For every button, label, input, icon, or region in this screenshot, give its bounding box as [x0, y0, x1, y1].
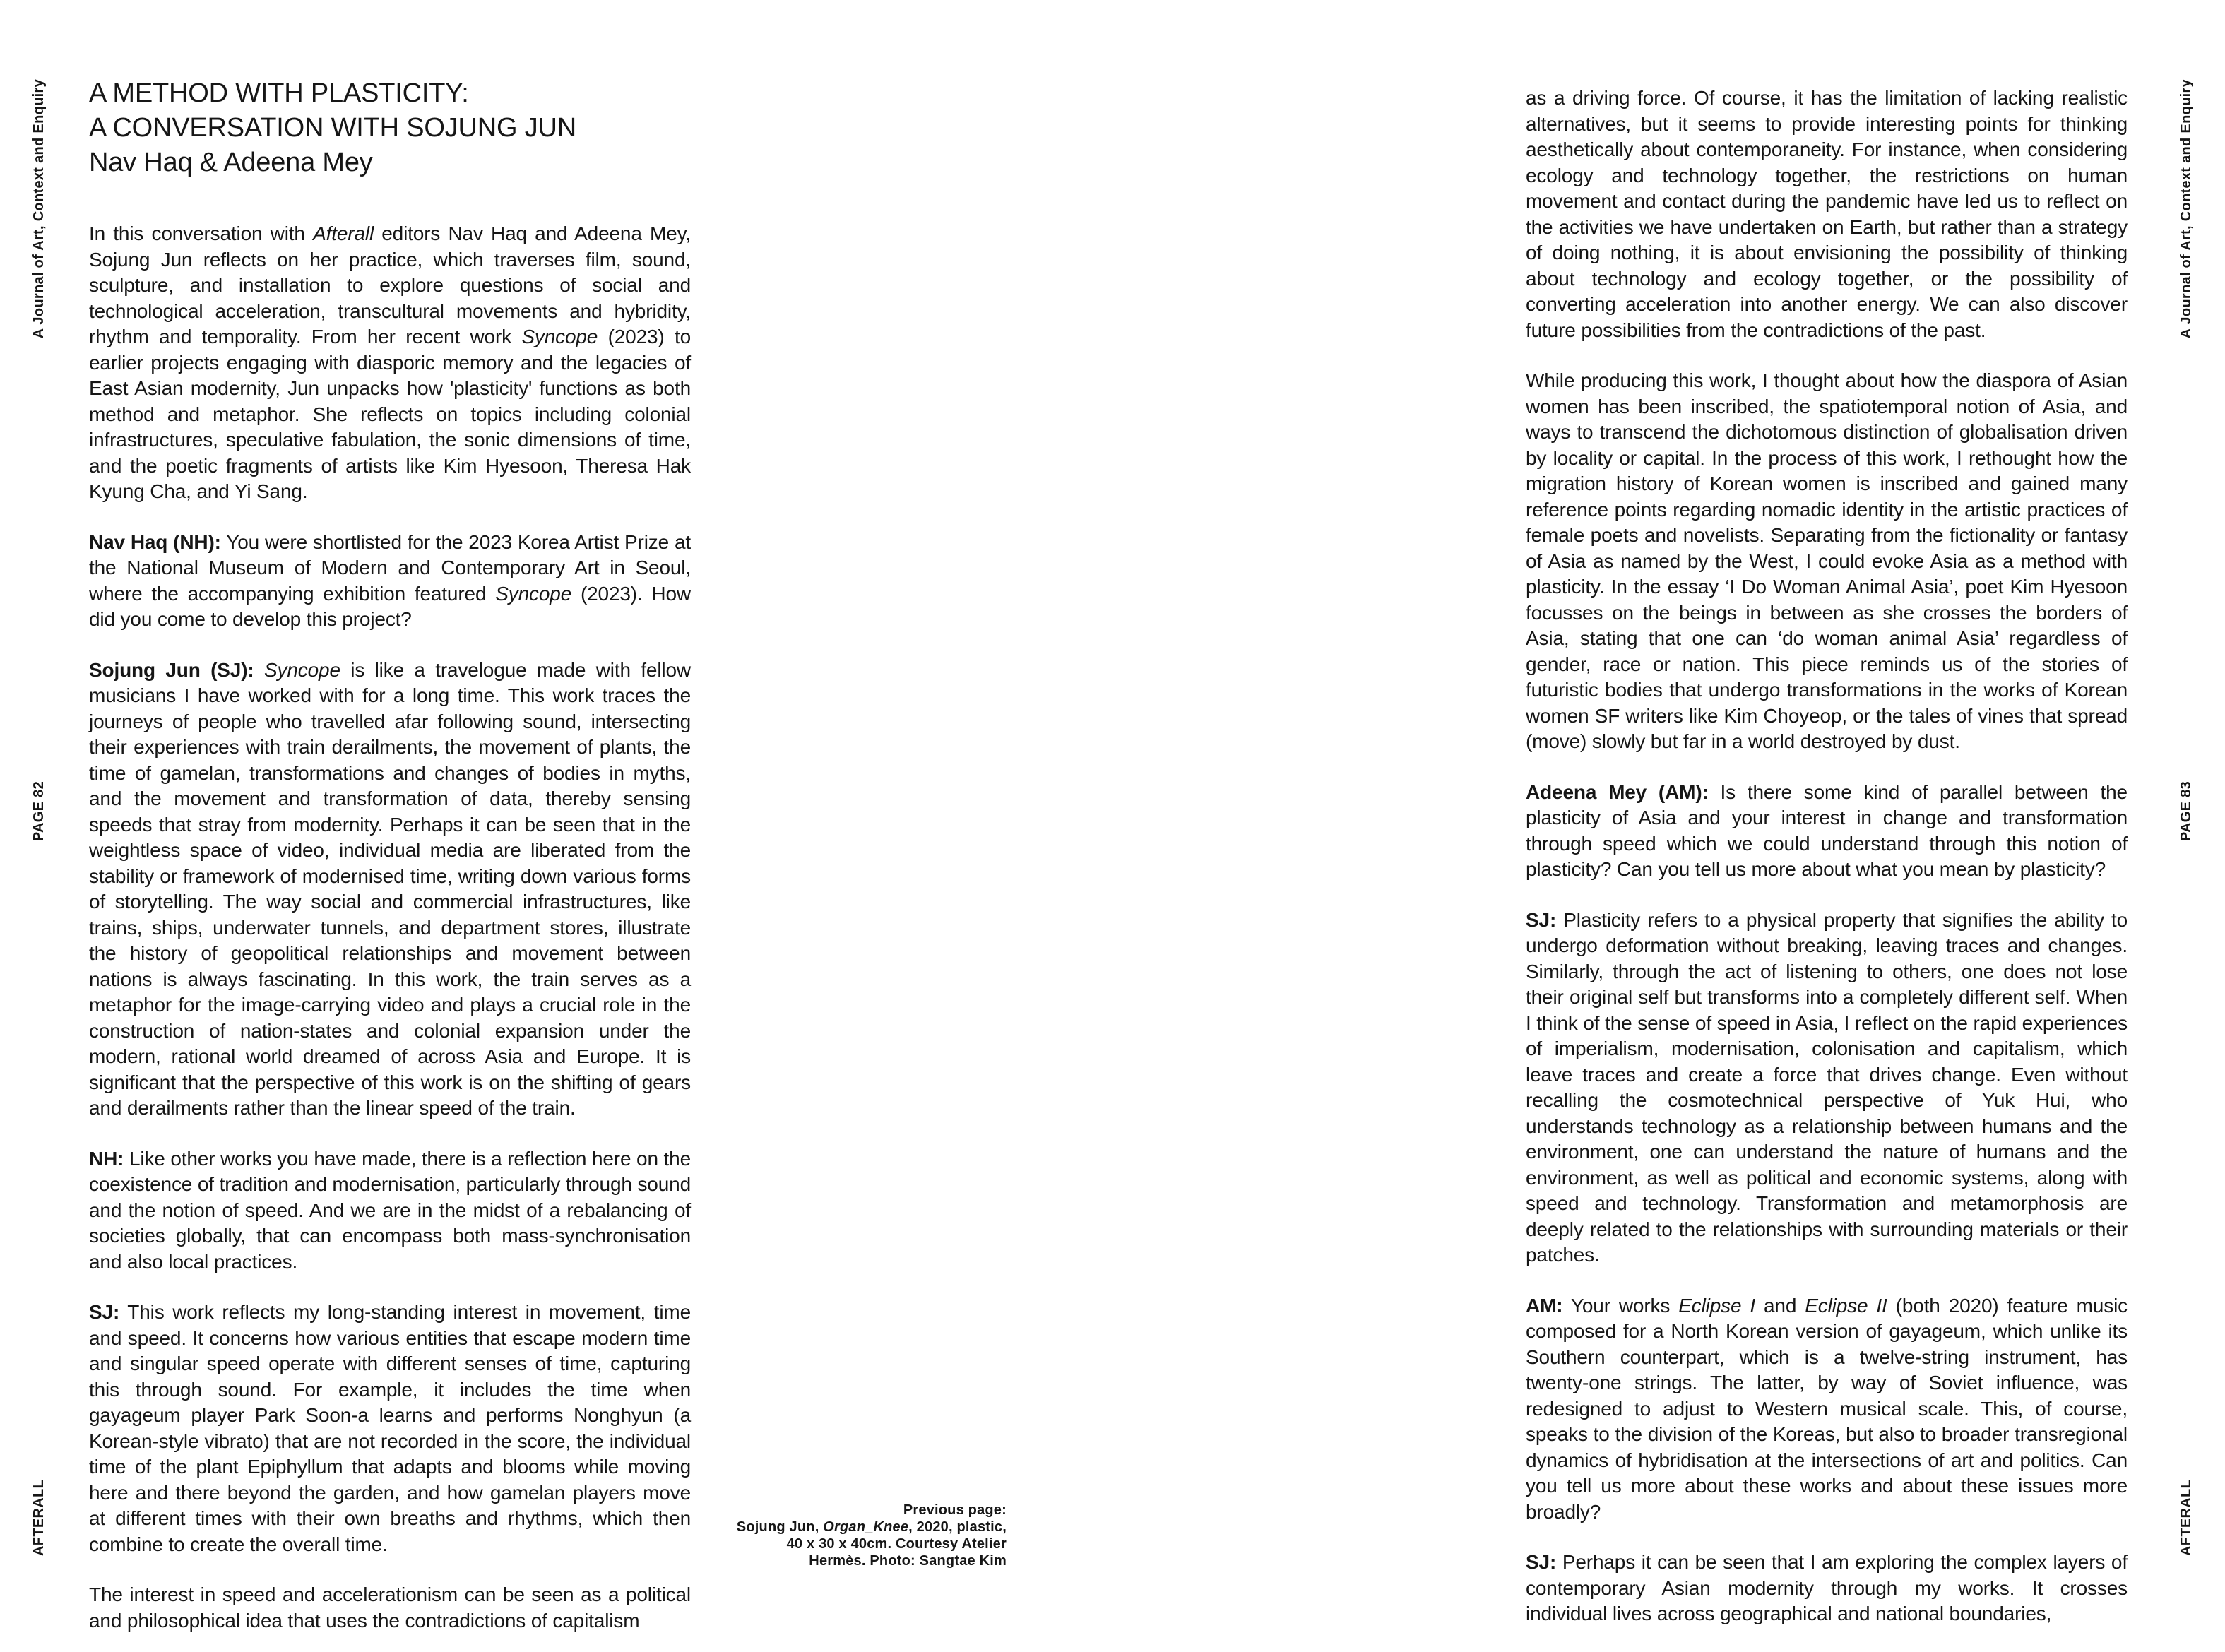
paragraph: In this conversation with Afterall editors Nav Haq and Adeena Mey, Sojung Jun reflects on her practice, which traverses film, sound, sculpture, and installation to explore questions of social and technological acceleration, transcultural movements and hybridity, rhythm and temporality. From her recent work Syncope (2023) to earlier projects engaging with diasporic memory and the legacies of East Asian modernity, Jun unpacks how 'plasticity' functions as both method and metaphor. She reflects on topics including colonial infrastructures, speculative fabulation, the sonic dimensions of time, and the poetic fragments of artists like Kim Hyesoon, Theresa Hak Kyung Cha, and Yi Sang. — [89, 222, 691, 502]
paragraph: NH: Like other works you have made, there is a reflection here on the coexistence of tradition and modernisation, particularly through sound and the notion of speed. And we are in the midst of a rebalancing of societies globally, that can encompass both mass-synchronisation and also local practices. — [89, 1147, 691, 1273]
article-title-line1: A METHOD WITH PLASTICITY: — [89, 78, 469, 108]
paragraph: Nav Haq (NH): You were shortlisted for the 2023 Korea Artist Prize at the National Museum of Modern and Contemporary Art in Seoul, where the accompanying exhibition featured Syncope (2023). How did you come to develop this project? — [89, 530, 691, 630]
left-text-column — [89, 76, 691, 1634]
article-byline: Nav Haq & Adeena Mey — [89, 148, 373, 177]
caption-line: Sojung Jun, Organ_Knee, 2020, plastic, — [736, 1519, 1007, 1535]
right-text-column — [1526, 85, 2128, 1627]
paragraph: Adeena Mey (AM): Is there some kind of parallel between the plasticity of Asia and your interest in change and transformation through speed which we could understand through this notion of plasticity? Can you tell us more about what you mean by plasticity? — [1526, 780, 2128, 880]
left-margin-journal-label: A Journal of Art, Context and Enquiry — [31, 79, 47, 339]
paragraph: Sojung Jun (SJ): Syncope is like a travelogue made with fellow musicians I have worked with for a long time. This work traces the journeys of people who travelled afar following sound, intersecting their experiences with train derailments, the movement of plants, the time of gamelan, transformations and changes of bodies in myths, and the movement and transformation of data, thereby sensing speeds that stray from modernity. Perhaps it can be seen that in the weightless space of video, individual media are liberated from the stability or framework of modernised time, writing down various forms of storytelling. The way social and commercial infrastructures, like trains, ships, underwater tunnels, and department stores, illustrate the history of geopolitical relationships and movement between nations is always fascinating. In this work, the train serves as a metaphor for the image-carrying video and plays a crucial role in the construction of nation-states and colonial expansion under the modern, rational world dreamed of across Asia and Europe. It is significant that the perspective of this work is on the shifting of gears and derailments rather than the linear speed of the train. — [89, 658, 691, 1119]
left-column-paragraphs — [89, 221, 691, 1634]
left-margin-brand-label: AFTERALL — [31, 1480, 47, 1556]
right-margin-brand-label: AFTERALL — [2178, 1480, 2194, 1556]
caption-line: Previous page: — [903, 1502, 1007, 1518]
left-margin-page-number: PAGE 82 — [31, 781, 47, 842]
paragraph: SJ: Perhaps it can be seen that I am exploring the complex layers of contemporary Asian modernity through my works. It crosses individual lives across geographical and national boundaries, — [1526, 1551, 2128, 1624]
paragraph: SJ: Plasticity refers to a physical property that signifies the ability to undergo deformation without breaking, leaving traces and changes. Similarly, through the act of listening to others, one does not lose their original self but transforms into a completely different self. When I think of the sense of speed in Asia, I reflect on the rapid experiences of imperialism, modernisation, colonisation and capitalism, which leave traces and create a force that drives change. Even without recalling the cosmotechnical perspective of Yuk Hui, who understands technology as a relationship between humans and the environment, one can understand the nature of humans and the environment, as well as political and economic systems, along with speed and technology. Transformation and metamorphosis are deeply related to the relationships with surrounding materials or their patches. — [1526, 908, 2128, 1266]
paragraph: AM: Your works Eclipse I and Eclipse II (both 2020) feature music composed for a North Korean version of gayageum, which unlike its Southern counterpart, which is a twelve-string instrument, has twenty-one strings. The latter, by way of Soviet influence, was redesigned to adjust to Western musical scale. This, of course, speaks to the division of the Koreas, but also to broader transregional dynamics of hybridisation at the intersections of art and politics. Can you tell us more about these works and about these issues more broadly? — [1526, 1294, 2128, 1523]
caption-line: 40 x 30 x 40cm. Courtesy Atelier — [786, 1536, 1007, 1552]
right-column-paragraphs — [1526, 85, 2128, 1627]
article-title-block — [89, 76, 691, 180]
paragraph: as a driving force. Of course, it has the limitation of lacking realistic alternatives, but it seems to provide interesting points for thinking aesthetically about contemporaneity. For instance, when considering ecology and technology together, the restrictions on human movement and contact during the pandemic have led us to reflect on the activities we have undertaken on Earth, but rather than a strategy of doing nothing, it is about envisioning the possibility of thinking about technology and ecology together, or the possibility of converting acceleration into another energy. We can also discover future possibilities from the contradictions of the past. — [1526, 87, 2128, 341]
paragraph: SJ: This work reflects my long-standing interest in movement, time and speed. It concerns how various entities that escape modern time and singular speed operate with different senses of time, capturing this through sound. For example, it includes the time when gayageum player Park Soon-a learns and performs Nonghyun (a Korean-style vibrato) that are not recorded in the score, the individual time of the plant Epiphyllum that adapts and blooms while moving here and there beyond the garden, and how gamelan players move at different times with their own breaths and rhythms, which then combine to create the overall time. — [89, 1301, 691, 1555]
article-title-line2: A CONVERSATION WITH SOJUNG JUN — [89, 113, 577, 143]
right-margin-page-number: PAGE 83 — [2178, 781, 2194, 842]
paragraph: The interest in speed and accelerationism can be seen as a political and philosophical idea that uses the contradictions of capitalism — [89, 1583, 691, 1632]
caption-line: Hermès. Photo: Sangtae Kim — [809, 1553, 1007, 1569]
paragraph: While producing this work, I thought about how the diaspora of Asian women has been inscribed, the spatiotemporal notion of Asia, and ways to transcend the dichotomous distinction of globalisation driven by locality or capital. In the process of this work, I rethought how the migration history of Korean women is inscribed and gained many reference points regarding nomadic identity in the artistic practices of female poets and novelists. Separating from the fictionality or fantasy of Asia as named by the West, I could evoke Asia as a method with plasticity. In the essay ‘I Do Woman Animal Asia’, poet Kim Hyesoon focusses on the beings in between as she crosses the borders of Asia, stating that one can ‘do woman animal Asia’ regardless of gender, race or nation. This piece reminds us of the stories of futuristic bodies that undergo transformations in the works of Korean women SF writers like Kim Choyeop, or the tales of vines that spread (move) slowly but far in a world destroyed by dust. — [1526, 369, 2128, 752]
image-caption — [653, 1502, 1007, 1569]
right-margin-journal-label: A Journal of Art, Context and Enquiry — [2178, 79, 2194, 339]
